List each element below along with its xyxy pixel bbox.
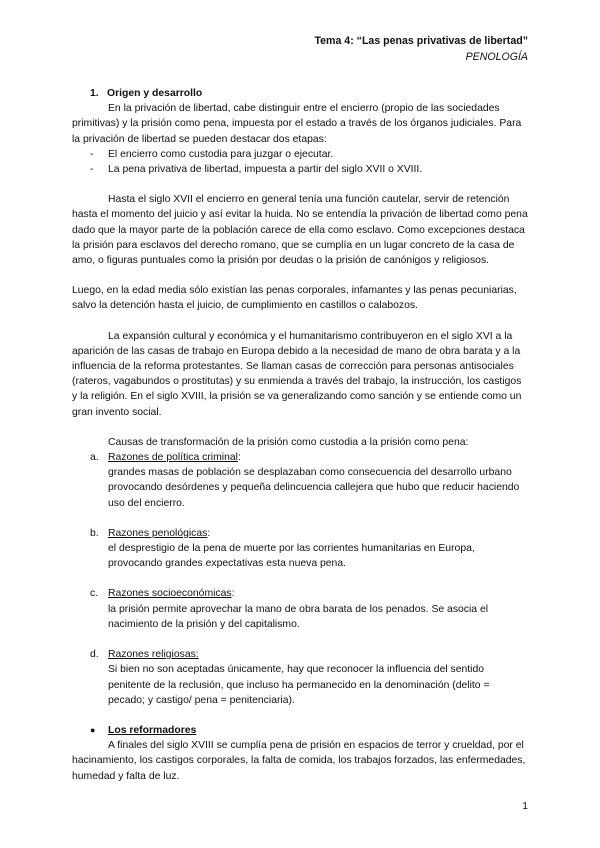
cause-item <box>72 586 528 601</box>
cause-letter: d. <box>90 649 99 661</box>
cause-item <box>72 647 528 662</box>
cause-item <box>72 526 528 541</box>
cause-letter: c. <box>90 588 99 600</box>
cause-title-suffix: : <box>207 527 211 539</box>
cause-title-suffix: : <box>237 452 241 464</box>
cause-title: Razones de política criminal <box>108 452 238 464</box>
header-title: Tema 4: “Las penas privativas de libertad” <box>314 35 528 47</box>
page-number: 1 <box>522 801 528 812</box>
document-body <box>72 86 528 784</box>
reformers-heading <box>72 723 528 738</box>
dash-bullet: - <box>90 164 94 176</box>
section-number: 1. <box>90 88 99 99</box>
intro-paragraph: En la privación de libertad, cabe distinguir entre el encierro (propio de las sociedades primitivas) y la prisión como pena, impuesta por el estado a través de los órganos judiciales. Para la privación de libertad se pueden destacar dos etapas: <box>72 103 522 145</box>
causes-intro: Causas de transformación de la prisión como custodia a la prisión como pena: <box>108 436 469 448</box>
cause-title-suffix: : <box>231 588 235 600</box>
dash-bullet: - <box>90 148 94 160</box>
cause-item <box>72 450 528 465</box>
stage-text: La pena privativa de libertad, impuesta a partir del siglo XVII o XVIII. <box>108 164 423 176</box>
section-heading <box>72 86 528 101</box>
stage-item <box>72 162 528 177</box>
reformers-title: Los reformadores <box>108 724 197 736</box>
cause-title: Razones penológicas <box>108 527 208 539</box>
cause-letter: a. <box>90 452 99 464</box>
paragraph-edad-media: Luego, en la edad media sólo existían las penas corporales, infamantes y las penas pecuniarias, salvo la detención hasta el juicio, de cumplimiento en castillos o calabozos. <box>72 285 517 312</box>
paragraph-expansion: La expansión cultural y económica y el humanitarismo contribuyeron en el siglo XVI a la aparición de las casas de trabajo en Europa debido a la necesidad de mano de obra barata y a la influencia de la reforma protestantes. Se llaman casas de corrección para personas antisociales (rateros, vagabundos o prostitutas) y su enmienda a través del trabajo, la instrucción, los castigos y la religión. En el siglo XVIII, la prisión se va generalizando como sanción y se entiende como un gran invento social. <box>72 330 522 418</box>
paragraph-siglo-xvii: Hasta el siglo XVII el encierro en general tenía una función cautelar, servir de retención hasta el momento del juicio y así evitar la huida. No se entendía la privación de libertad como pena dado que la mayor parte de la población carece de ella como esclavo. Como excepciones destaca la prisión para esclavos del derecho romano, que se cumplía en un lugar concreto de la casa de amo, o figuras puntuales como la prisión por deudas o la prisión de canónigos y religiosos. <box>72 194 528 267</box>
bullet-icon: ● <box>90 724 96 735</box>
section-title: Origen y desarrollo <box>107 88 203 99</box>
stage-item <box>72 147 528 162</box>
cause-text: la prisión permite aprovechar la mano de obra barata de los penados. Se asocia el nacimiento de la prisión y del capitalismo. <box>108 603 489 630</box>
cause-text: grandes masas de población se desplazaban como consecuencia del desarrollo urbano provocando desórdenes y pequeña delincuencia callejera que hubo que reducir haciendo uso del encierro. <box>108 467 520 509</box>
stage-text: El encierro como custodia para juzgar o ejecutar. <box>108 148 334 160</box>
header-subtitle: PENOLOGÍA <box>465 51 528 63</box>
cause-title: Razones religiosas: <box>108 649 199 661</box>
cause-text: el desprestigio de la pena de muerte por las corrientes humanitarias en Europa, provocando grandes expectativas esta nueva pena. <box>108 543 475 570</box>
cause-letter: b. <box>90 527 99 539</box>
cause-title: Razones socioeconómicas <box>108 588 232 600</box>
cause-text: Si bien no son aceptadas únicamente, hay que reconocer la influencia del sentido penitente de la reclusión, que incluso ha permanecido en la denominación (delito = pecado; y castigo/ pena = penitenciaria). <box>108 664 490 706</box>
reformers-paragraph: A finales del siglo XVIII se cumplía pena de prisión en espacios de terror y crueldad, por el hacinamiento, los castigos corporales, la falta de comida, los trabajos forzados, las enfermedades, humedad y falta de luz. <box>72 740 526 782</box>
